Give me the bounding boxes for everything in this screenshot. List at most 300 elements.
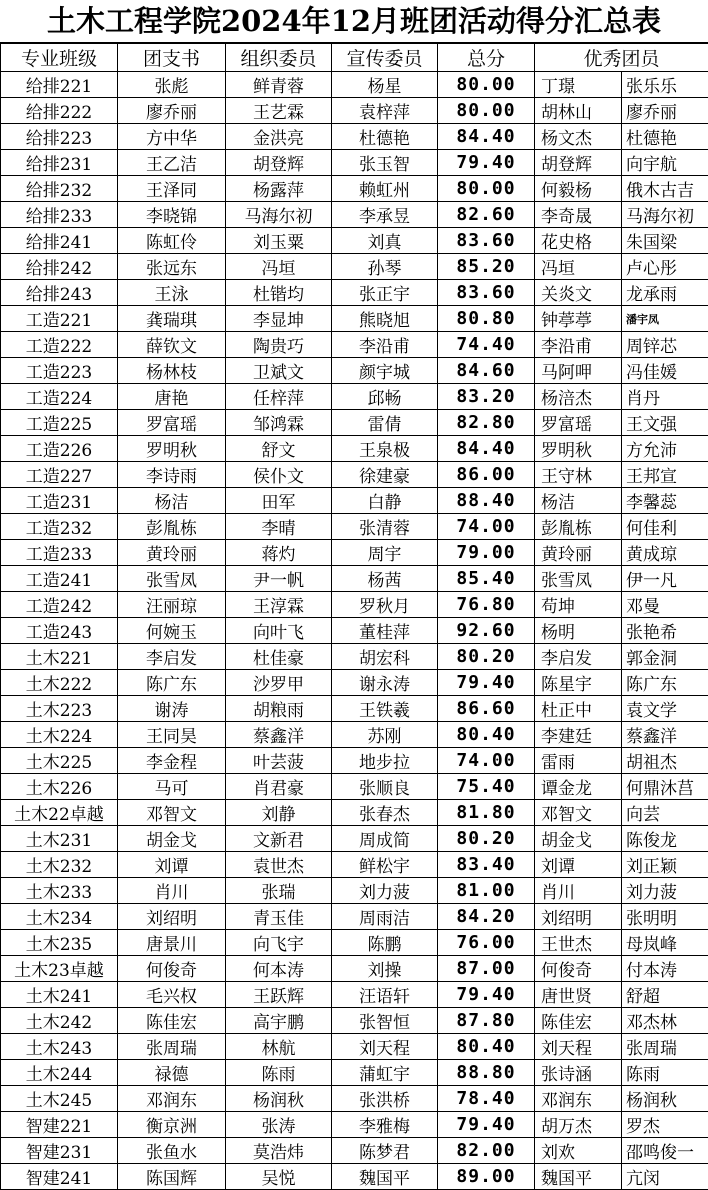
- excellent-member-1-cell: 李奇晟: [535, 202, 622, 228]
- publicity-cell: 刘真: [332, 228, 438, 254]
- secretary-cell: 杨洁: [118, 488, 226, 514]
- publicity-cell: 张春杰: [332, 800, 438, 826]
- organizer-cell: 何本涛: [226, 956, 332, 982]
- score-cell: 84.20: [438, 904, 535, 930]
- excellent-member-2-cell: 何佳利: [622, 514, 708, 540]
- excellent-member-1-cell: 刘天程: [535, 1034, 622, 1060]
- header-secretary: 团支书: [118, 44, 226, 72]
- class-cell: 土木223: [1, 696, 118, 722]
- table-row: [1, 410, 708, 436]
- score-cell: 84.60: [438, 358, 535, 384]
- class-cell: 土木23卓越: [1, 956, 118, 982]
- class-cell: 土木242: [1, 1008, 118, 1034]
- secretary-cell: 龚瑞琪: [118, 306, 226, 332]
- table-row: [1, 462, 708, 488]
- table-row: [1, 358, 708, 384]
- score-cell: 74.00: [438, 514, 535, 540]
- excellent-member-2-cell: 冯佳媛: [622, 358, 708, 384]
- secretary-cell: 彭胤栋: [118, 514, 226, 540]
- organizer-cell: 吴悦: [226, 1164, 332, 1190]
- organizer-cell: 青玉佳: [226, 904, 332, 930]
- class-cell: 工造233: [1, 540, 118, 566]
- publicity-cell: 蒲虹宇: [332, 1060, 438, 1086]
- organizer-cell: 胡登辉: [226, 150, 332, 176]
- class-cell: 工造227: [1, 462, 118, 488]
- publicity-cell: 苏刚: [332, 722, 438, 748]
- organizer-cell: 李晴: [226, 514, 332, 540]
- excellent-member-1-cell: 李沿甫: [535, 332, 622, 358]
- excellent-member-1-cell: 肖川: [535, 878, 622, 904]
- table-row: [1, 670, 708, 696]
- excellent-member-1-cell: 魏国平: [535, 1164, 622, 1190]
- score-cell: 78.40: [438, 1086, 535, 1112]
- class-cell: 给排232: [1, 176, 118, 202]
- secretary-cell: 邓智文: [118, 800, 226, 826]
- secretary-cell: 衡京洲: [118, 1112, 226, 1138]
- excellent-member-1-cell: 邓润东: [535, 1086, 622, 1112]
- score-cell: 80.20: [438, 644, 535, 670]
- table-row: [1, 644, 708, 670]
- class-cell: 工造222: [1, 332, 118, 358]
- class-cell: 工造232: [1, 514, 118, 540]
- excellent-member-1-cell: 刘欢: [535, 1138, 622, 1164]
- table-row: [1, 826, 708, 852]
- score-cell: 79.40: [438, 150, 535, 176]
- organizer-cell: 马海尔初: [226, 202, 332, 228]
- class-cell: 工造241: [1, 566, 118, 592]
- secretary-cell: 黄玲丽: [118, 540, 226, 566]
- table-row: [1, 566, 708, 592]
- score-cell: 80.40: [438, 722, 535, 748]
- organizer-cell: 袁世杰: [226, 852, 332, 878]
- excellent-member-1-cell: 杜正中: [535, 696, 622, 722]
- organizer-cell: 王跃辉: [226, 982, 332, 1008]
- excellent-member-2-cell: 邵鸣俊一: [622, 1138, 708, 1164]
- excellent-member-1-cell: 苟坤: [535, 592, 622, 618]
- excellent-member-2-cell: 黄成琼: [622, 540, 708, 566]
- table-row: [1, 1086, 708, 1112]
- excellent-member-2-cell: 邓曼: [622, 592, 708, 618]
- excellent-member-1-cell: 黄玲丽: [535, 540, 622, 566]
- table-row: [1, 540, 708, 566]
- excellent-member-1-cell: 王守林: [535, 462, 622, 488]
- organizer-cell: 张瑞: [226, 878, 332, 904]
- class-cell: 工造243: [1, 618, 118, 644]
- table-body: [1, 72, 708, 1190]
- table-row: [1, 150, 708, 176]
- secretary-cell: 毛兴权: [118, 982, 226, 1008]
- score-cell: 80.00: [438, 176, 535, 202]
- publicity-cell: 李沿甫: [332, 332, 438, 358]
- excellent-member-2-cell: 母岚峰: [622, 930, 708, 956]
- table-row: [1, 774, 708, 800]
- score-cell: 82.00: [438, 1138, 535, 1164]
- secretary-cell: 李晓锦: [118, 202, 226, 228]
- excellent-member-1-cell: 刘绍明: [535, 904, 622, 930]
- class-cell: 土木243: [1, 1034, 118, 1060]
- table-row: [1, 592, 708, 618]
- secretary-cell: 禄德: [118, 1060, 226, 1086]
- secretary-cell: 张周瑞: [118, 1034, 226, 1060]
- score-cell: 81.80: [438, 800, 535, 826]
- organizer-cell: 肖君豪: [226, 774, 332, 800]
- excellent-member-2-cell: 俄木古吉: [622, 176, 708, 202]
- score-cell: 80.00: [438, 72, 535, 98]
- excellent-member-2-cell: 袁文学: [622, 696, 708, 722]
- excellent-member-1-cell: 关炎文: [535, 280, 622, 306]
- excellent-member-2-cell: 陈广东: [622, 670, 708, 696]
- secretary-cell: 张雪凤: [118, 566, 226, 592]
- table-row: [1, 748, 708, 774]
- class-cell: 土木22卓越: [1, 800, 118, 826]
- score-cell: 83.40: [438, 852, 535, 878]
- header-class: 专业班级: [1, 44, 118, 72]
- secretary-cell: 张彪: [118, 72, 226, 98]
- publicity-cell: 刘力菠: [332, 878, 438, 904]
- publicity-cell: 刘天程: [332, 1034, 438, 1060]
- score-cell: 81.00: [438, 878, 535, 904]
- secretary-cell: 何俊奇: [118, 956, 226, 982]
- score-cell: 84.40: [438, 124, 535, 150]
- publicity-cell: 白静: [332, 488, 438, 514]
- score-cell: 76.00: [438, 930, 535, 956]
- excellent-member-1-cell: 胡金戈: [535, 826, 622, 852]
- score-cell: 79.40: [438, 1112, 535, 1138]
- organizer-cell: 陈雨: [226, 1060, 332, 1086]
- secretary-cell: 唐艳: [118, 384, 226, 410]
- excellent-member-2-cell: 周锌芯: [622, 332, 708, 358]
- score-cell: 83.60: [438, 228, 535, 254]
- publicity-cell: 张智恒: [332, 1008, 438, 1034]
- secretary-cell: 王同昊: [118, 722, 226, 748]
- publicity-cell: 周雨洁: [332, 904, 438, 930]
- header-row: [1, 44, 708, 72]
- score-cell: 80.00: [438, 98, 535, 124]
- class-cell: 工造242: [1, 592, 118, 618]
- table-row: [1, 1138, 708, 1164]
- score-cell: 86.60: [438, 696, 535, 722]
- excellent-member-2-cell: 舒超: [622, 982, 708, 1008]
- publicity-cell: 罗秋月: [332, 592, 438, 618]
- class-cell: 智建221: [1, 1112, 118, 1138]
- score-cell: 82.80: [438, 410, 535, 436]
- score-cell: 80.20: [438, 826, 535, 852]
- excellent-member-2-cell: 陈雨: [622, 1060, 708, 1086]
- secretary-cell: 陈佳宏: [118, 1008, 226, 1034]
- class-cell: 给排242: [1, 254, 118, 280]
- publicity-cell: 张洪桥: [332, 1086, 438, 1112]
- secretary-cell: 王泳: [118, 280, 226, 306]
- table-row: [1, 436, 708, 462]
- class-cell: 工造221: [1, 306, 118, 332]
- excellent-member-2-cell: 杨润秋: [622, 1086, 708, 1112]
- secretary-cell: 张远东: [118, 254, 226, 280]
- excellent-member-2-cell: 杜德艳: [622, 124, 708, 150]
- table-row: [1, 852, 708, 878]
- excellent-member-1-cell: 李启发: [535, 644, 622, 670]
- table-row: [1, 514, 708, 540]
- organizer-cell: 杨润秋: [226, 1086, 332, 1112]
- secretary-cell: 杨林枝: [118, 358, 226, 384]
- organizer-cell: 蒋灼: [226, 540, 332, 566]
- header-excellent-members: 优秀团员: [535, 44, 708, 72]
- publicity-cell: 鲜松宇: [332, 852, 438, 878]
- excellent-member-2-cell: 潘宇凤: [622, 306, 708, 332]
- publicity-cell: 杨茜: [332, 566, 438, 592]
- score-cell: 76.80: [438, 592, 535, 618]
- secretary-cell: 刘谭: [118, 852, 226, 878]
- excellent-member-2-cell: 向宇航: [622, 150, 708, 176]
- excellent-member-1-cell: 张诗涵: [535, 1060, 622, 1086]
- class-cell: 土木225: [1, 748, 118, 774]
- table-row: [1, 696, 708, 722]
- score-cell: 80.40: [438, 1034, 535, 1060]
- publicity-cell: 熊晓旭: [332, 306, 438, 332]
- excellent-member-1-cell: 马阿呷: [535, 358, 622, 384]
- sheet-title: 土木工程学院2024年12月班团活动得分汇总表: [0, 0, 708, 43]
- publicity-cell: 赖虹州: [332, 176, 438, 202]
- publicity-cell: 张清蓉: [332, 514, 438, 540]
- score-cell: 80.80: [438, 306, 535, 332]
- score-cell: 89.00: [438, 1164, 535, 1190]
- organizer-cell: 莫浩炜: [226, 1138, 332, 1164]
- organizer-cell: 高宇鹏: [226, 1008, 332, 1034]
- excellent-member-2-cell: 龙承雨: [622, 280, 708, 306]
- organizer-cell: 金洪亮: [226, 124, 332, 150]
- organizer-cell: 杜锴均: [226, 280, 332, 306]
- excellent-member-2-cell: 罗杰: [622, 1112, 708, 1138]
- class-cell: 土木226: [1, 774, 118, 800]
- excellent-member-2-cell: 张明明: [622, 904, 708, 930]
- excellent-member-2-cell: 张艳希: [622, 618, 708, 644]
- score-cell: 84.40: [438, 436, 535, 462]
- secretary-cell: 陈虹伶: [118, 228, 226, 254]
- excellent-member-1-cell: 邓智文: [535, 800, 622, 826]
- excellent-member-2-cell: 胡祖杰: [622, 748, 708, 774]
- score-cell: 88.40: [438, 488, 535, 514]
- organizer-cell: 任梓萍: [226, 384, 332, 410]
- excellent-member-2-cell: 伊一凡: [622, 566, 708, 592]
- excellent-member-2-cell: 蔡鑫洋: [622, 722, 708, 748]
- excellent-member-1-cell: 张雪凤: [535, 566, 622, 592]
- excellent-member-1-cell: 杨涪杰: [535, 384, 622, 410]
- excellent-member-1-cell: 胡林山: [535, 98, 622, 124]
- excellent-member-1-cell: 冯垣: [535, 254, 622, 280]
- organizer-cell: 李显坤: [226, 306, 332, 332]
- organizer-cell: 叶芸菠: [226, 748, 332, 774]
- score-cell: 79.40: [438, 982, 535, 1008]
- organizer-cell: 向飞宇: [226, 930, 332, 956]
- excellent-member-2-cell: 马海尔初: [622, 202, 708, 228]
- table-row: [1, 98, 708, 124]
- secretary-cell: 李启发: [118, 644, 226, 670]
- excellent-member-1-cell: 陈佳宏: [535, 1008, 622, 1034]
- excellent-member-2-cell: 卢心彤: [622, 254, 708, 280]
- organizer-cell: 向叶飞: [226, 618, 332, 644]
- score-cell: 79.00: [438, 540, 535, 566]
- publicity-cell: 汪语轩: [332, 982, 438, 1008]
- publicity-cell: 孙琴: [332, 254, 438, 280]
- publicity-cell: 张正宇: [332, 280, 438, 306]
- excellent-member-2-cell: 方允沛: [622, 436, 708, 462]
- class-cell: 给排221: [1, 72, 118, 98]
- class-cell: 土木231: [1, 826, 118, 852]
- publicity-cell: 李承昱: [332, 202, 438, 228]
- score-cell: 83.60: [438, 280, 535, 306]
- secretary-cell: 方中华: [118, 124, 226, 150]
- secretary-cell: 廖乔丽: [118, 98, 226, 124]
- excellent-member-2-cell: 李馨蕊: [622, 488, 708, 514]
- secretary-cell: 马可: [118, 774, 226, 800]
- table-row: [1, 878, 708, 904]
- organizer-cell: 尹一帆: [226, 566, 332, 592]
- publicity-cell: 周成简: [332, 826, 438, 852]
- table-row: [1, 72, 708, 98]
- table-row: [1, 254, 708, 280]
- organizer-cell: 卫斌文: [226, 358, 332, 384]
- class-cell: 工造225: [1, 410, 118, 436]
- score-cell: 92.60: [438, 618, 535, 644]
- organizer-cell: 舒文: [226, 436, 332, 462]
- excellent-member-1-cell: 唐世贤: [535, 982, 622, 1008]
- publicity-cell: 徐建豪: [332, 462, 438, 488]
- class-cell: 土木235: [1, 930, 118, 956]
- excellent-member-1-cell: 杨明: [535, 618, 622, 644]
- publicity-cell: 谢永涛: [332, 670, 438, 696]
- organizer-cell: 蔡鑫洋: [226, 722, 332, 748]
- table-row: [1, 384, 708, 410]
- excellent-member-2-cell: 王邦宣: [622, 462, 708, 488]
- class-cell: 土木233: [1, 878, 118, 904]
- publicity-cell: 杜德艳: [332, 124, 438, 150]
- excellent-member-1-cell: 杨文杰: [535, 124, 622, 150]
- publicity-cell: 李雅梅: [332, 1112, 438, 1138]
- excellent-member-2-cell: 陈俊龙: [622, 826, 708, 852]
- publicity-cell: 杨星: [332, 72, 438, 98]
- excellent-member-1-cell: 雷雨: [535, 748, 622, 774]
- table-row: [1, 982, 708, 1008]
- secretary-cell: 罗富瑶: [118, 410, 226, 436]
- score-cell: 79.40: [438, 670, 535, 696]
- table-row: [1, 124, 708, 150]
- class-cell: 土木221: [1, 644, 118, 670]
- class-cell: 智建241: [1, 1164, 118, 1190]
- organizer-cell: 文新君: [226, 826, 332, 852]
- excellent-member-2-cell: 朱国梁: [622, 228, 708, 254]
- excellent-member-1-cell: 罗富瑶: [535, 410, 622, 436]
- excellent-member-1-cell: 胡万杰: [535, 1112, 622, 1138]
- secretary-cell: 李诗雨: [118, 462, 226, 488]
- class-cell: 给排231: [1, 150, 118, 176]
- publicity-cell: 王铁羲: [332, 696, 438, 722]
- excellent-member-1-cell: 花史格: [535, 228, 622, 254]
- excellent-member-2-cell: 亢闵: [622, 1164, 708, 1190]
- table-row: [1, 1164, 708, 1190]
- score-cell: 74.40: [438, 332, 535, 358]
- table-row: [1, 488, 708, 514]
- excellent-member-2-cell: 廖乔丽: [622, 98, 708, 124]
- secretary-cell: 胡金戈: [118, 826, 226, 852]
- excellent-member-1-cell: 王世杰: [535, 930, 622, 956]
- score-cell: 88.80: [438, 1060, 535, 1086]
- header-publicity: 宣传委员: [332, 44, 438, 72]
- class-cell: 给排243: [1, 280, 118, 306]
- publicity-cell: 董桂萍: [332, 618, 438, 644]
- table-row: [1, 306, 708, 332]
- table-row: [1, 228, 708, 254]
- secretary-cell: 陈国辉: [118, 1164, 226, 1190]
- excellent-member-2-cell: 邓杰林: [622, 1008, 708, 1034]
- score-cell: 74.00: [438, 748, 535, 774]
- secretary-cell: 李金程: [118, 748, 226, 774]
- organizer-cell: 冯垣: [226, 254, 332, 280]
- class-cell: 给排223: [1, 124, 118, 150]
- excellent-member-1-cell: 何毅杨: [535, 176, 622, 202]
- excellent-member-1-cell: 何俊奇: [535, 956, 622, 982]
- secretary-cell: 邓润东: [118, 1086, 226, 1112]
- excellent-member-1-cell: 杨洁: [535, 488, 622, 514]
- organizer-cell: 林航: [226, 1034, 332, 1060]
- excellent-member-1-cell: 彭胤栋: [535, 514, 622, 540]
- score-cell: 75.40: [438, 774, 535, 800]
- secretary-cell: 何婉玉: [118, 618, 226, 644]
- organizer-cell: 陶贵巧: [226, 332, 332, 358]
- header-score: 总分: [438, 44, 535, 72]
- table-row: [1, 332, 708, 358]
- publicity-cell: 张顺良: [332, 774, 438, 800]
- table-row: [1, 618, 708, 644]
- score-table: [0, 43, 708, 1190]
- organizer-cell: 侯仆文: [226, 462, 332, 488]
- publicity-cell: 邱畅: [332, 384, 438, 410]
- class-cell: 土木244: [1, 1060, 118, 1086]
- class-cell: 工造231: [1, 488, 118, 514]
- excellent-member-1-cell: 刘谭: [535, 852, 622, 878]
- header-organizer: 组织委员: [226, 44, 332, 72]
- table-row: [1, 280, 708, 306]
- excellent-member-2-cell: 付本涛: [622, 956, 708, 982]
- table-row: [1, 956, 708, 982]
- class-cell: 土木241: [1, 982, 118, 1008]
- secretary-cell: 王泽同: [118, 176, 226, 202]
- secretary-cell: 刘绍明: [118, 904, 226, 930]
- class-cell: 工造224: [1, 384, 118, 410]
- publicity-cell: 地步拉: [332, 748, 438, 774]
- organizer-cell: 王艺霖: [226, 98, 332, 124]
- score-cell: 85.20: [438, 254, 535, 280]
- publicity-cell: 雷倩: [332, 410, 438, 436]
- organizer-cell: 鲜青蓉: [226, 72, 332, 98]
- excellent-member-2-cell: 王文强: [622, 410, 708, 436]
- excellent-member-2-cell: 郭金洞: [622, 644, 708, 670]
- class-cell: 给排233: [1, 202, 118, 228]
- organizer-cell: 杜佳豪: [226, 644, 332, 670]
- excellent-member-1-cell: 谭金龙: [535, 774, 622, 800]
- organizer-cell: 张涛: [226, 1112, 332, 1138]
- class-cell: 智建231: [1, 1138, 118, 1164]
- secretary-cell: 薛钦文: [118, 332, 226, 358]
- table-row: [1, 1112, 708, 1138]
- table-row: [1, 1008, 708, 1034]
- organizer-cell: 刘玉粟: [226, 228, 332, 254]
- table-row: [1, 1034, 708, 1060]
- excellent-member-1-cell: 李建廷: [535, 722, 622, 748]
- secretary-cell: 肖川: [118, 878, 226, 904]
- class-cell: 土木234: [1, 904, 118, 930]
- score-cell: 87.00: [438, 956, 535, 982]
- excellent-member-2-cell: 刘力菠: [622, 878, 708, 904]
- class-cell: 土木232: [1, 852, 118, 878]
